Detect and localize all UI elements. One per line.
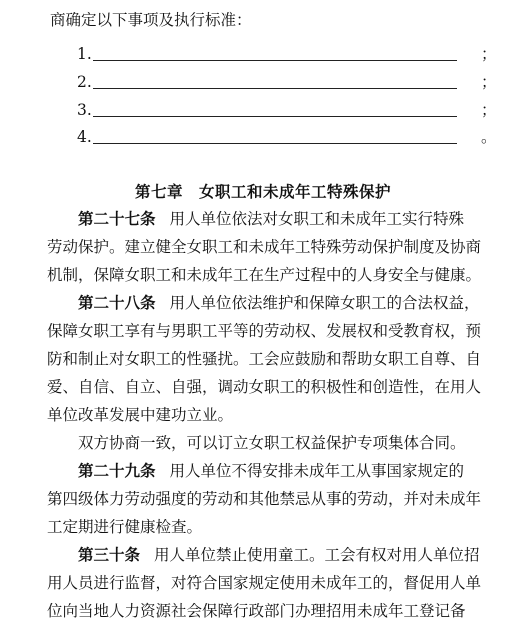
article-label: 第二十七条 bbox=[78, 209, 156, 228]
article-30-line-2: 用人员进行监督，对符合国家规定使用未成年工的，督促用人单 bbox=[47, 574, 482, 592]
article-27-line-1 bbox=[78, 209, 464, 229]
article-28-line-2: 保障女职工享有与男职工平等的劳动权、发展权和受教育权，预 bbox=[47, 322, 482, 340]
article-29-line-3: 工定期进行健康检查。 bbox=[47, 518, 203, 536]
article-28-line-1 bbox=[78, 293, 480, 313]
fill-in-line[interactable] bbox=[93, 116, 457, 117]
blank-item-terminator: ； bbox=[481, 101, 497, 119]
chapter-number: 第七章 bbox=[134, 182, 183, 201]
article-label: 第二十九条 bbox=[78, 461, 156, 480]
article-29-line-2: 第四级体力劳动强度的劳动和其他禁忌从事的劳动，并对未成年 bbox=[47, 490, 482, 508]
blank-item-terminator: ； bbox=[481, 73, 497, 91]
article-text: 用人单位不得安排未成年工从事国家规定的 bbox=[169, 462, 465, 480]
article-27-line-3: 机制，保障女职工和未成年工在生产过程中的人身安全与健康。 bbox=[47, 266, 482, 284]
chapter-heading bbox=[0, 182, 526, 202]
article-28-line-4: 爱、自信、自立、自强，调动女职工的积极性和创造性，在用人 bbox=[47, 378, 482, 396]
fill-in-line[interactable] bbox=[93, 143, 457, 144]
article-30-line-3: 位向当地人力资源社会保障行政部门办理招用未成年工登记备 bbox=[47, 602, 466, 620]
article-text: 用人单位依法维护和保障女职工的合法权益， bbox=[169, 294, 480, 312]
blank-item-4 bbox=[77, 127, 497, 147]
negotiation-paragraph: 双方协商一致，可以订立女职工权益保护专项集体合同。 bbox=[78, 434, 466, 452]
article-27-line-2: 劳动保护。建立健全女职工和未成年工特殊劳动保护制度及协商 bbox=[47, 238, 482, 256]
blank-item-1 bbox=[77, 44, 497, 64]
blank-item-number: 1. bbox=[77, 45, 92, 63]
blank-item-3 bbox=[77, 100, 497, 120]
blank-item-number: 4. bbox=[77, 128, 92, 146]
article-text: 用人单位禁止使用童工。工会有权对用人单位招 bbox=[154, 546, 480, 564]
article-label: 第三十条 bbox=[78, 545, 141, 564]
blank-item-2 bbox=[77, 72, 497, 92]
fill-in-line[interactable] bbox=[93, 88, 457, 89]
intro-text: 商确定以下事项及执行标准： bbox=[50, 11, 252, 29]
blank-item-terminator: 。 bbox=[481, 128, 497, 146]
article-28-line-5: 单位改革发展中建功立业。 bbox=[47, 406, 234, 424]
chapter-title: 女职工和未成年工特殊保护 bbox=[199, 182, 392, 201]
article-30-line-1 bbox=[78, 545, 480, 565]
blank-item-terminator: ； bbox=[481, 45, 497, 63]
blank-item-number: 2. bbox=[77, 73, 92, 91]
article-28-line-3: 防和制止对女职工的性骚扰。工会应鼓励和帮助女职工自尊、自 bbox=[47, 350, 482, 368]
article-label: 第二十八条 bbox=[78, 293, 156, 312]
fill-in-line[interactable] bbox=[93, 60, 457, 61]
article-29-line-1 bbox=[78, 461, 464, 481]
article-text: 用人单位依法对女职工和未成年工实行特殊 bbox=[169, 210, 465, 228]
blank-item-number: 3. bbox=[77, 101, 92, 119]
